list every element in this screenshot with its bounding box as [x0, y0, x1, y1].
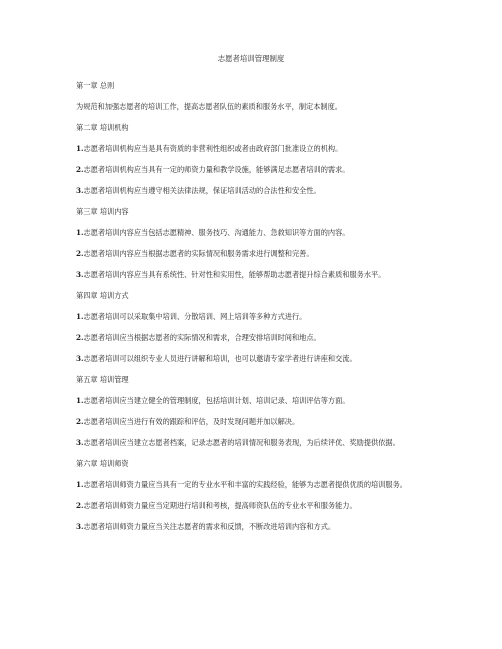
chapter-heading: 第一章 总则	[76, 81, 115, 90]
numbered-paragraph	[76, 499, 428, 514]
numbered-paragraph	[76, 415, 428, 430]
paragraph-text: 志愿者培训师资力量应当具有一定的专业水平和丰富的实践经验，能够为志愿者提供优质的培训服务。	[83, 480, 407, 489]
paragraph-number: 1.	[76, 228, 84, 237]
paragraph-number: 3.	[76, 522, 84, 531]
paragraph-text: 志愿者培训师资力量应当关注志愿者的需求和反馈，不断改进培训内容和方式。	[83, 522, 336, 531]
paragraph-number: 2.	[76, 165, 84, 174]
numbered-paragraph	[76, 247, 428, 262]
paragraph-number: 3.	[76, 354, 84, 363]
paragraph-number: 3.	[76, 270, 84, 279]
paragraph	[76, 100, 428, 115]
document-body	[76, 79, 428, 541]
paragraph-text: 志愿者培训可以采取集中培训、分散培训、网上培训等多种方式进行。	[83, 312, 307, 321]
paragraph-number: 1.	[76, 480, 84, 489]
paragraph-number: 2.	[76, 501, 84, 510]
chapter-heading: 第二章 培训机构	[76, 123, 129, 132]
numbered-paragraph	[76, 520, 428, 535]
paragraph-text: 志愿者培训内容应当包括志愿精神、服务技巧、沟通能力、急救知识等方面的内容。	[83, 228, 350, 237]
chapter-heading: 第四章 培训方式	[76, 291, 129, 300]
numbered-paragraph	[76, 184, 428, 199]
paragraph-text: 志愿者培训应当进行有效的跟踪和评估，及时发现问题并加以解决。	[83, 417, 300, 426]
paragraph-number: 1.	[76, 396, 84, 405]
chapter-heading: 第三章 培训内容	[76, 207, 129, 216]
chapter-heading: 第六章 培训师资	[76, 459, 129, 468]
numbered-paragraph	[76, 226, 428, 241]
chapter-heading: 第五章 培训管理	[76, 375, 129, 384]
numbered-paragraph	[76, 436, 428, 451]
paragraph-text: 志愿者培训应当建立健全的管理制度，包括培训计划、培训记录、培训评估等方面。	[83, 396, 350, 405]
paragraph-number: 3.	[76, 186, 84, 195]
paragraph-text: 为规范和加强志愿者的培训工作，提高志愿者队伍的素质和服务水平，制定本制度。	[76, 102, 342, 111]
paragraph-text: 志愿者培训应当根据志愿者的实际情况和需求，合理安排培训时间和地点。	[83, 333, 321, 342]
paragraph-text: 志愿者培训机构应当遵守相关法律法规，保证培训活动的合法性和安全性。	[83, 186, 321, 195]
paragraph-text: 志愿者培训师资力量应当定期进行培训和考核，提高师资队伍的专业水平和服务能力。	[83, 501, 357, 510]
paragraph-text: 志愿者培训内容应当根据志愿者的实际情况和服务需求进行调整和完善。	[83, 249, 314, 258]
numbered-paragraph	[76, 163, 428, 178]
numbered-paragraph	[76, 394, 428, 409]
paragraph-text: 志愿者培训应当建立志愿者档案，记录志愿者的培训情况和服务表现，为后续评优、奖励提供依据。	[83, 438, 400, 447]
paragraph-number: 1.	[76, 144, 84, 153]
numbered-paragraph	[76, 310, 428, 325]
paragraph-text: 志愿者培训可以组织专业人员进行讲解和培训，也可以邀请专家学者进行讲座和交流。	[83, 354, 357, 363]
paragraph-number: 2.	[76, 249, 84, 258]
numbered-paragraph	[76, 478, 428, 493]
paragraph-text: 志愿者培训机构应当是具有资质的非营利性组织或者由政府部门批准设立的机构。	[83, 144, 343, 153]
paragraph-text: 志愿者培训内容应当具有系统性、针对性和实用性，能够帮助志愿者提升综合素质和服务水平。	[83, 270, 386, 279]
paragraph-number: 1.	[76, 312, 84, 321]
paragraph-number: 3.	[76, 438, 84, 447]
paragraph-number: 2.	[76, 417, 84, 426]
document-title: 志愿者培训管理制度	[217, 54, 285, 63]
paragraph-text: 志愿者培训机构应当具有一定的师资力量和教学设施，能够满足志愿者培训的需求。	[83, 165, 350, 174]
numbered-paragraph	[76, 352, 428, 367]
numbered-paragraph	[76, 268, 428, 283]
numbered-paragraph	[76, 142, 428, 157]
numbered-paragraph	[76, 331, 428, 346]
paragraph-number: 2.	[76, 333, 84, 342]
